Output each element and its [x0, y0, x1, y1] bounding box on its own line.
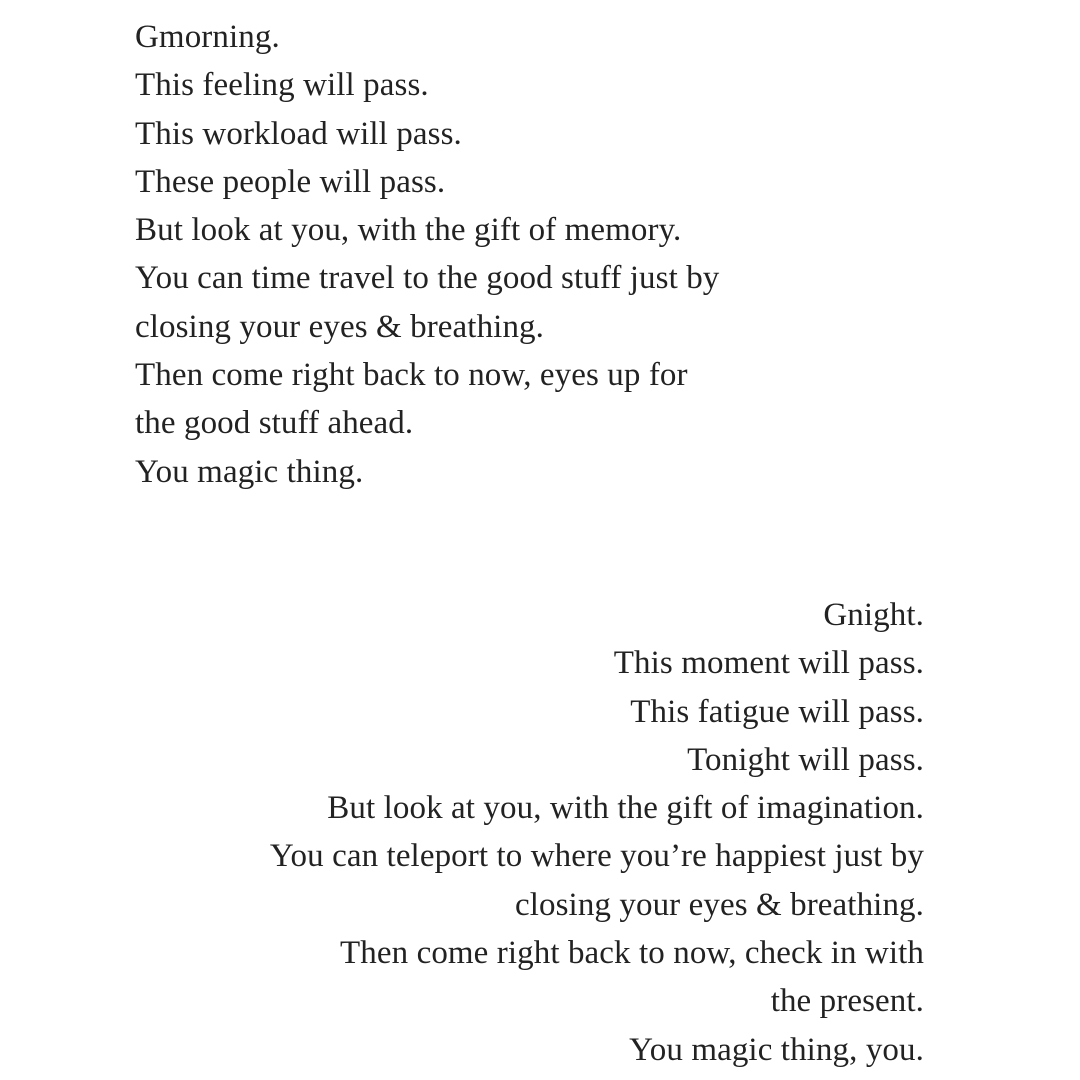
morning-line: You can time travel to the good stuff just by — [135, 260, 720, 297]
morning-line: closing your eyes & breathing. — [135, 308, 544, 345]
night-line: This fatigue will pass. — [630, 693, 924, 730]
night-line: You can teleport to where you’re happiest just by — [269, 838, 924, 875]
morning-line: You magic thing. — [135, 453, 364, 490]
night-line: Gnight. — [823, 597, 924, 633]
morning-poem — [135, 13, 719, 496]
morning-line: Gmorning. — [135, 19, 280, 55]
morning-line: This feeling will pass. — [135, 67, 429, 104]
night-poem — [270, 591, 924, 1074]
night-line: the present. — [770, 983, 924, 1020]
night-line: Tonight will pass. — [687, 741, 924, 778]
night-line: But look at you, with the gift of imagination. — [327, 790, 924, 827]
night-line: closing your eyes & breathing. — [515, 886, 924, 923]
morning-line: This workload will pass. — [135, 115, 462, 152]
morning-line: the good stuff ahead. — [135, 405, 414, 442]
morning-line: Then come right back to now, eyes up for — [135, 357, 688, 394]
night-line: Then come right back to now, check in with — [340, 935, 924, 972]
night-line: You magic thing, you. — [629, 1031, 924, 1068]
morning-line: These people will pass. — [135, 163, 446, 200]
morning-line: But look at you, with the gift of memory. — [135, 212, 682, 249]
night-line: This moment will pass. — [613, 645, 924, 682]
